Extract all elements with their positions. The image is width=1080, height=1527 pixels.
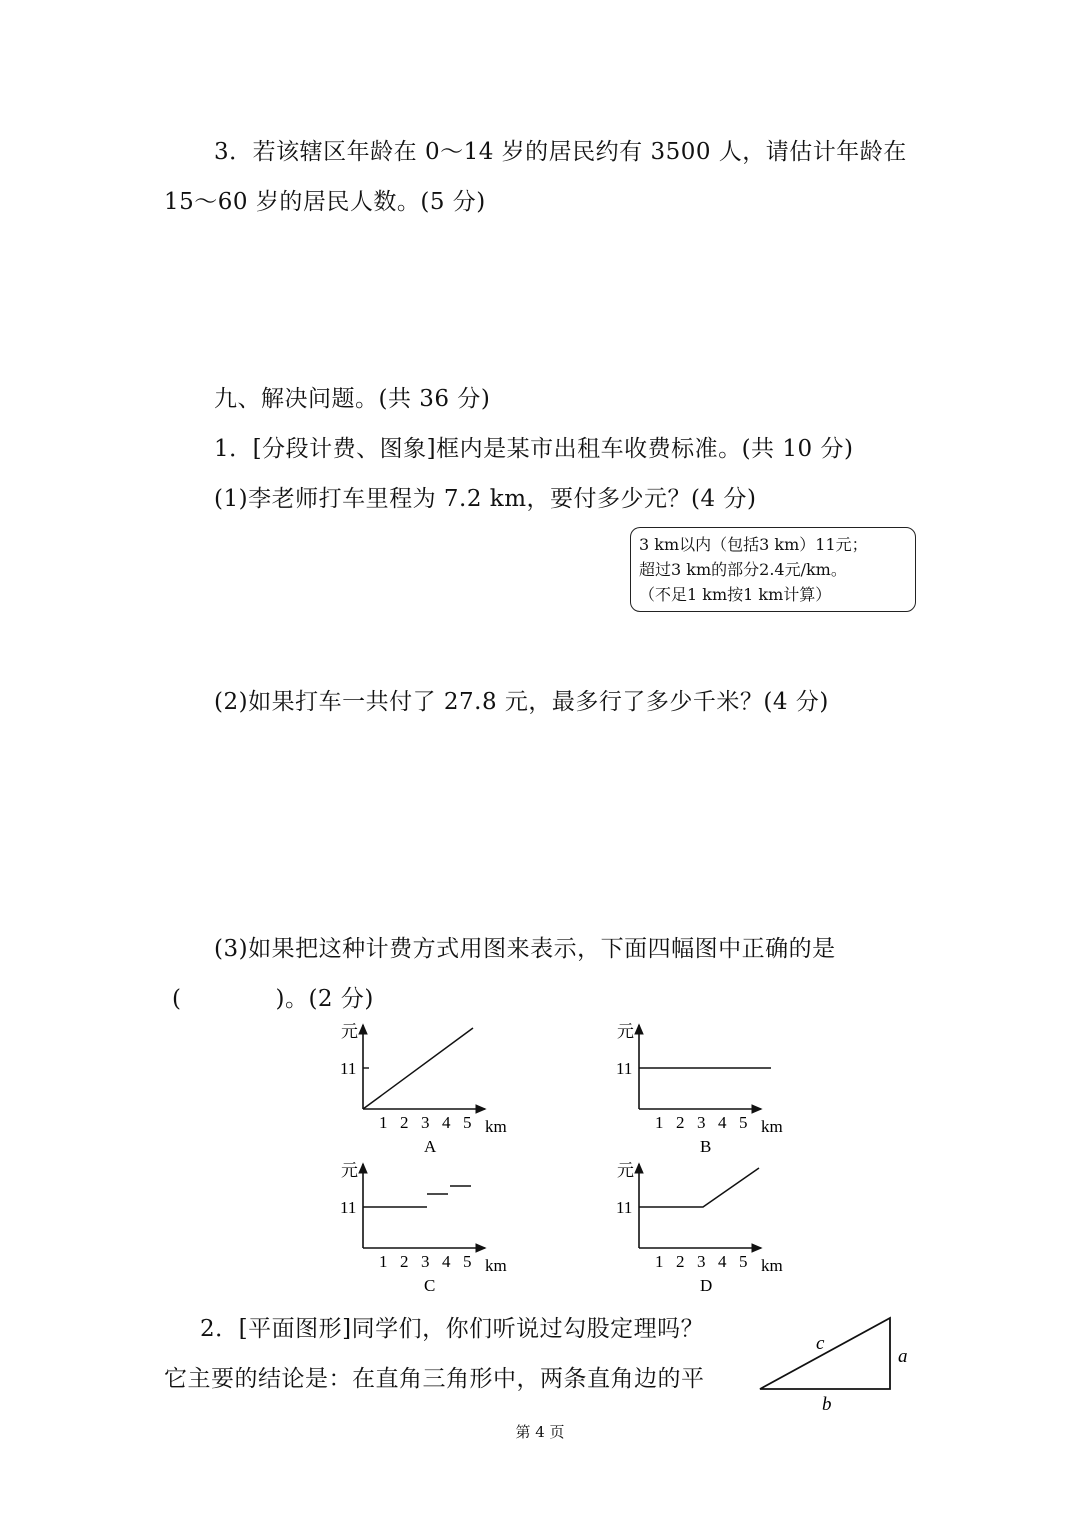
y-tick-label: 11 [616, 1198, 633, 1217]
x-tick-label: 4 [718, 1252, 727, 1271]
y-axis-unit: 元 [341, 1022, 358, 1041]
hypotenuse-label: c [816, 1333, 825, 1354]
problem-2-line-2: 它主要的结论是：在直角三角形中，两条直角边的平 [164, 1366, 705, 1392]
x-axis-unit: km [485, 1256, 507, 1275]
problem-1-title: 1．[分段计费、图象]框内是某市出租车收费标准。(共 10 分) [214, 436, 854, 462]
problem-1-sub-2: (2)如果打车一共付了 27.8 元，最多行了多少千米？(4 分) [214, 689, 829, 715]
x-tick-label: 1 [379, 1252, 388, 1271]
y-tick-label: 11 [616, 1059, 633, 1078]
y-axis-unit: 元 [617, 1022, 634, 1041]
problem-1-sub-3-line-1: (3)如果把这种计费方式用图来表示，下面四幅图中正确的是 [214, 936, 836, 962]
x-tick-label: 3 [421, 1252, 430, 1271]
graph-b [616, 1022, 783, 1156]
problem-1-sub-1: (1)李老师打车里程为 7.2 km，要付多少元？(4 分) [214, 486, 757, 512]
option-label: A [424, 1137, 437, 1156]
fee-box-line: 3 km以内（包括3 km）11元； [639, 535, 868, 554]
x-tick-label: 5 [739, 1113, 748, 1132]
option-label: D [700, 1276, 713, 1295]
x-tick-label: 4 [718, 1113, 727, 1132]
page-number: 第 4 页 [515, 1423, 565, 1441]
y-tick-label: 11 [340, 1059, 357, 1078]
graph-d [616, 1161, 783, 1295]
x-axis-unit: km [761, 1256, 783, 1275]
q3-line-2: 15～60 岁的居民人数。(5 分) [164, 189, 486, 215]
x-tick-label: 3 [697, 1252, 706, 1271]
vertical-side-label: a [898, 1346, 908, 1367]
x-tick-label: 2 [676, 1252, 685, 1271]
x-tick-label: 3 [421, 1113, 430, 1132]
x-tick-label: 1 [655, 1252, 664, 1271]
x-tick-label: 4 [442, 1252, 451, 1271]
y-tick-label: 11 [340, 1198, 357, 1217]
option-label: C [424, 1276, 436, 1295]
problem-1-sub-3-line-2: ( )。(2 分) [172, 986, 374, 1012]
y-axis-unit: 元 [341, 1161, 358, 1180]
x-tick-label: 2 [400, 1113, 409, 1132]
fee-box-line: （不足1 km按1 km计算） [639, 585, 832, 604]
problem-2-line-1: 2．[平面图形]同学们，你们听说过勾股定理吗？ [200, 1316, 705, 1342]
base-side-label: b [822, 1394, 832, 1415]
option-label: B [700, 1137, 712, 1156]
fee-box-line: 超过3 km的部分2.4元/km。 [639, 560, 847, 579]
x-tick-label: 5 [463, 1252, 472, 1271]
x-axis-unit: km [485, 1117, 507, 1136]
x-tick-label: 4 [442, 1113, 451, 1132]
right-triangle [760, 1318, 908, 1415]
x-tick-label: 2 [676, 1113, 685, 1132]
q3-line-1: 3．若该辖区年龄在 0～14 岁的居民约有 3500 人，请估计年龄在 [214, 139, 907, 165]
x-tick-label: 1 [379, 1113, 388, 1132]
y-axis-unit: 元 [617, 1161, 634, 1180]
x-axis-unit: km [761, 1117, 783, 1136]
x-tick-label: 1 [655, 1113, 664, 1132]
series-line [639, 1168, 759, 1207]
x-tick-label: 5 [739, 1252, 748, 1271]
graph-c [340, 1161, 507, 1295]
x-tick-label: 5 [463, 1113, 472, 1132]
series-line [363, 1028, 473, 1109]
x-tick-label: 3 [697, 1113, 706, 1132]
x-tick-label: 2 [400, 1252, 409, 1271]
graph-a [340, 1022, 507, 1156]
section-title: 九、解决问题。(共 36 分) [214, 386, 491, 412]
